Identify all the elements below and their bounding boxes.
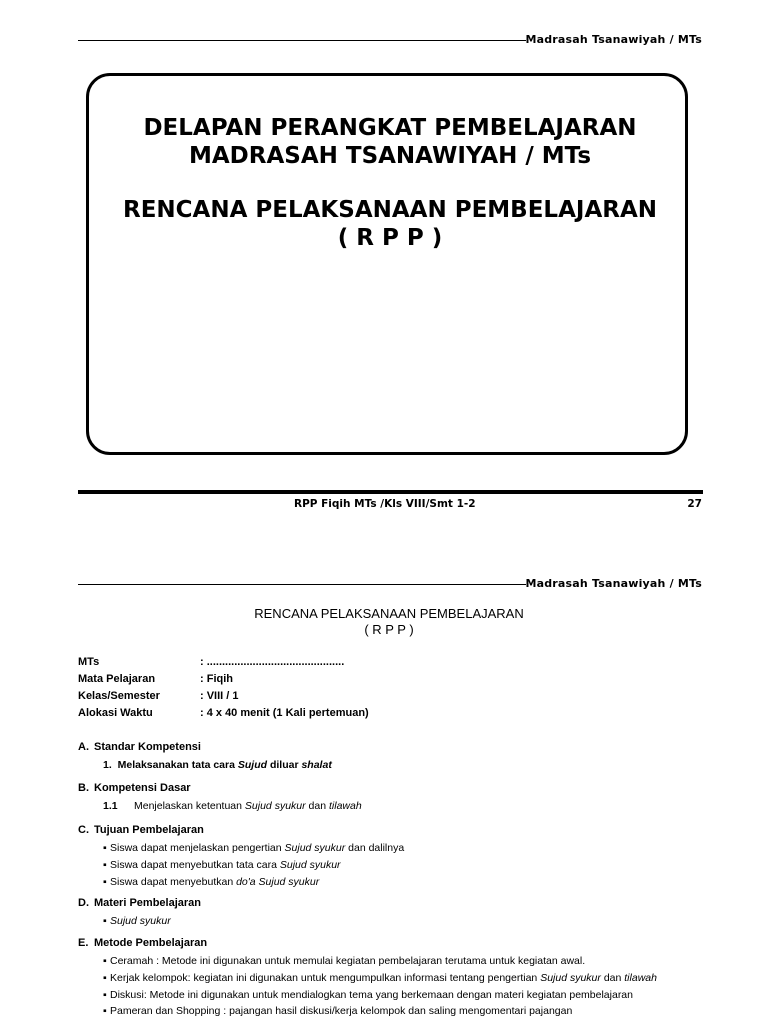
bullet-icon: ▪ [103, 955, 107, 967]
item-italic: Sujud syukur [540, 972, 601, 984]
section-letter: A. [78, 741, 89, 753]
item-text: Melaksanakan tata cara [117, 759, 235, 771]
section-heading-d [78, 897, 201, 909]
section-title: Standar Kompetensi [94, 741, 201, 753]
item-text: Kerjak kelompok: kegiatan ini digunakan untuk mengumpulkan informasi tentang pengertian [110, 972, 538, 984]
standard-competence-item [103, 759, 332, 771]
identity-label: MTs [78, 656, 100, 668]
item-number: 1.1 [103, 800, 118, 812]
list-item [103, 1005, 572, 1017]
cover-title-line3: RENCANA PELAKSANAAN PEMBELAJARAN [123, 197, 657, 223]
item-text: Siswa dapat menyebutkan tata cara [110, 859, 277, 871]
footer-rule [78, 490, 703, 494]
header-rule [78, 40, 526, 41]
item-italic: Sujud syukur [244, 800, 306, 812]
item-number: 1. [103, 759, 112, 771]
identity-label: Kelas/Semester [78, 690, 160, 702]
item-italic: tilawah [329, 800, 362, 812]
bullet-icon: ▪ [103, 1005, 107, 1017]
section-letter: C. [78, 824, 89, 836]
section-title: Kompetensi Dasar [94, 782, 191, 794]
item-text: Menjelaskan ketentuan [134, 800, 242, 812]
list-item [103, 842, 404, 854]
item-text: dan [603, 972, 622, 984]
item-italic: tilawah [624, 972, 657, 984]
item-text: Siswa dapat menyebutkan [110, 876, 234, 888]
section-heading-a [78, 741, 201, 753]
section-heading-c [78, 824, 204, 836]
list-item [103, 955, 585, 967]
item-italic: Sujud [237, 759, 268, 771]
section-letter: B. [78, 782, 89, 794]
item-text: dan [308, 800, 327, 812]
bullet-icon: ▪ [103, 859, 107, 871]
item-italic: Sujud syukur [279, 859, 341, 871]
page-number: 27 [687, 498, 702, 510]
header-rule [78, 584, 526, 585]
item-italic: shalat [301, 759, 332, 771]
identity-value: : VIII / 1 [200, 690, 239, 702]
item-italic: do'a Sujud syukur [236, 876, 320, 888]
section-letter: D. [78, 897, 89, 909]
list-item [103, 972, 657, 984]
bullet-icon: ▪ [103, 915, 107, 927]
running-header: Madrasah Tsanawiyah / MTs [525, 577, 702, 590]
section-heading-e [78, 937, 207, 949]
bullet-icon: ▪ [103, 842, 107, 854]
item-text: Ceramah : Metode ini digunakan untuk memulai kegiatan pembelajaran terutama untuk kegiatan awal. [110, 955, 586, 967]
identity-label: Mata Pelajaran [78, 673, 156, 685]
section-heading-b [78, 782, 191, 794]
footer-text: RPP Fiqih MTs /Kls VIII/Smt 1-2 [294, 498, 476, 510]
item-text: diluar [269, 759, 299, 771]
item-italic: Sujud syukur [284, 842, 346, 854]
bullet-icon: ▪ [103, 972, 107, 984]
running-header: Madrasah Tsanawiyah / MTs [525, 33, 702, 46]
cover-title-line2: MADRASAH TSANAWIYAH / MTs [188, 143, 592, 169]
doc-subtitle: ( R P P ) [364, 622, 414, 637]
bullet-icon: ▪ [103, 876, 107, 888]
item-text: dan dalilnya [348, 842, 405, 854]
list-item [103, 876, 319, 888]
item-text: Siswa dapat menjelaskan pengertian [110, 842, 282, 854]
cover-title-line1: DELAPAN PERANGKAT PEMBELAJARAN [143, 115, 637, 141]
item-text: Diskusi: Metode ini digunakan untuk mendialogkan tema yang berkemaan dengan materi kegiatan pembelajaran [110, 989, 633, 1001]
item-italic: Sujud syukur [110, 915, 171, 927]
identity-value: : Fiqih [200, 673, 233, 685]
cover-title-line4: ( R P P ) [337, 225, 443, 251]
bullet-icon: ▪ [103, 989, 107, 1001]
identity-value: : ............................................. [200, 656, 345, 668]
list-item [103, 915, 171, 927]
section-title: Materi Pembelajaran [94, 897, 201, 909]
section-title: Metode Pembelajaran [94, 937, 208, 949]
section-title: Tujuan Pembelajaran [94, 824, 204, 836]
identity-label: Alokasi Waktu [78, 707, 153, 719]
list-item [103, 859, 341, 871]
doc-title: RENCANA PELAKSANAAN PEMBELAJARAN [254, 606, 524, 621]
identity-value: : 4 x 40 menit (1 Kali pertemuan) [200, 707, 369, 719]
list-item [103, 989, 633, 1001]
section-letter: E. [78, 937, 89, 949]
item-text: Pameran dan Shopping : pajangan hasil diskusi/kerja kelompok dan saling mengomentari pajangan [110, 1005, 573, 1017]
basic-competence-item [103, 800, 362, 812]
